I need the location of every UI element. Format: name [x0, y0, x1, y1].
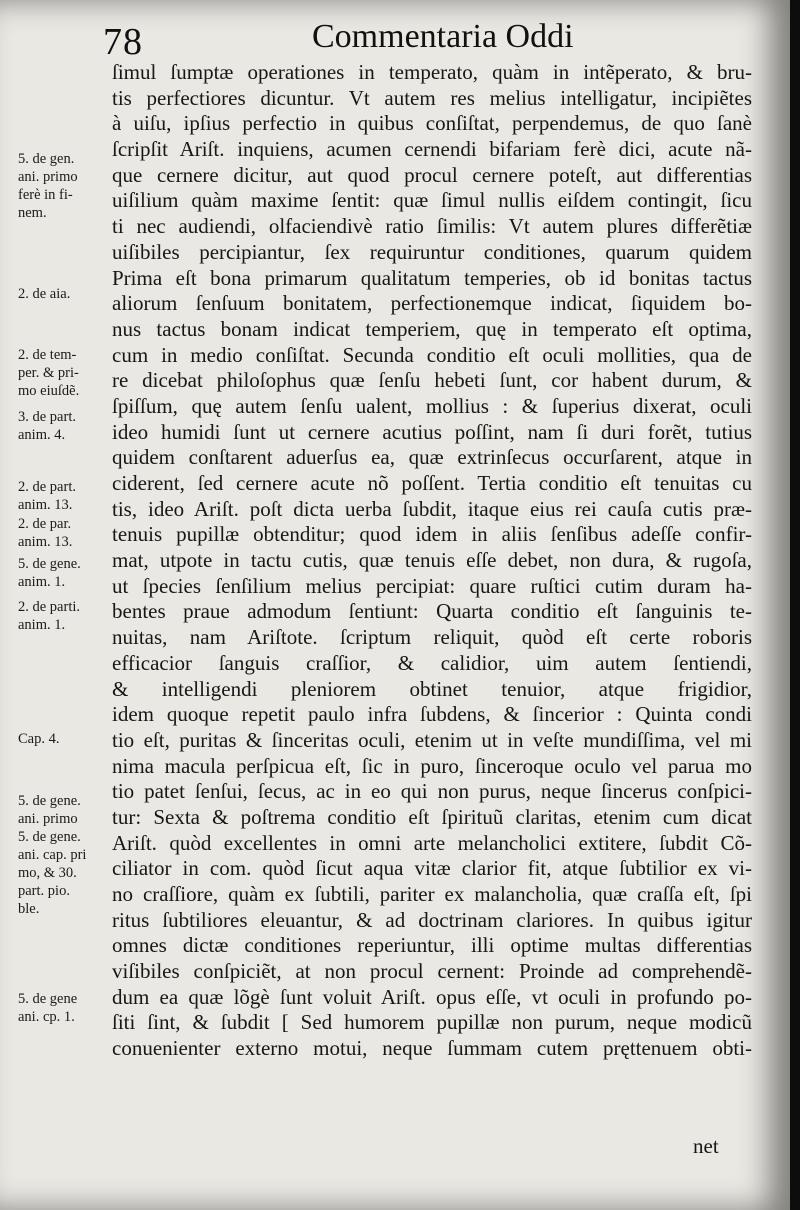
text-line: ut ſpecies ſenſilium melius percipiat: quare ruſtici cutim duram ha- [112, 573, 752, 598]
catchword: net [693, 1134, 719, 1158]
text-line: tenuis pupillæ obtenditur; quod idem in aliis ſenſibus adeſſe confir- [112, 522, 752, 547]
text-line: ciderent, ſed cernere acute nõ poſſent. Tertia conditio eſt tenuitas cu [112, 471, 752, 495]
text-line: nima macula perſpicua eſt, ſic in puro, ſinceroque oculo vel parua mo [112, 753, 752, 778]
text-line: tis, ideo Ariſt. poſt dicta uerba ſubdit, itaque eius rei cauſa cutis præ- [112, 496, 752, 521]
text-line: mat, utpote in tactu cutis, quæ tenuis eſſe debet, non dura, & rugoſa, [112, 548, 752, 573]
text-line: que cernere dicitur, aut quod procul cernere poteſt, aut differentias [112, 162, 752, 187]
text-line: cum in medio conſiſtat. Secunda conditio eſt oculi mollities, qua de [112, 342, 752, 367]
text-line: & intelligendi pleniorem obtinet tenuior, atque frigidior, [112, 676, 752, 701]
margin-note: Cap. 4. [18, 731, 60, 747]
margin-note: 2. de part. anim. 13. [18, 479, 76, 513]
text-line: aliorum ſenſuum bonitatem, perfectionemque indicat, ſiquidem bo- [112, 291, 752, 316]
page-number: 78 [103, 21, 143, 63]
text-line: bentes praue admodum ſentiunt: Quarta conditio eſt ſanguinis te- [112, 599, 752, 624]
text-line: omnes dictæ conditiones reperiuntur, illi optime multas differentias [112, 933, 752, 958]
page-header [0, 18, 790, 64]
text-line: ſcripſit Ariſt. inquiens, acumen cernendi bifariam ferè dici, acute nã- [112, 137, 752, 162]
text-line: Ariſt. quòd excellentes in omni arte melancholici extitere, ſubdit Cõ- [112, 830, 752, 855]
page-edge-shadow [790, 0, 800, 1210]
text-line: idem quoque repetit paulo infra ſubdens, & ſincerior : Quinta condi [112, 702, 752, 727]
text-line: quidem conſtarent aduerſus ea, quæ extrinſecus occurſarent, atque in [112, 445, 752, 470]
margin-note: 3. de part. anim. 4. [18, 409, 76, 443]
margin-note: 5. de gen. ani. primo ferè in fi- nem. [18, 151, 78, 221]
text-line: dum ea quæ lõgè ſunt voluit Ariſt. opus eſſe, vt oculi in profundo po- [112, 984, 752, 1009]
text-line: ſimul ſumptæ operationes in temperato, quàm in intẽperato, & bru- [112, 60, 752, 84]
text-line: ti nec audiendi, olfaciendivè ratio ſimilis: Vt autem plures differẽtiæ [112, 214, 752, 239]
margin-note: 2. de aia. [18, 286, 71, 302]
text-line: ſiti ſint, & ſubdit [ Sed humorem pupillæ non purum, neque modicũ [112, 1010, 752, 1035]
text-line: nus tactus bonam indicat temperiem, quę in temperato eſt optima, [112, 316, 752, 341]
text-line: ideo humidi ſunt ut cernere acutius poſſint, nam ſi duri forẽt, tutius [112, 419, 752, 444]
text-line: ſpiſſum, quę autem ſenſu ualent, mollius : & ſuperius dixerat, oculi [112, 393, 752, 418]
text-line: no craſſiore, quàm ex ſubtili, pariter ex malancholia, quæ craſſa eſt, ſpi [112, 882, 752, 906]
margin-note: 2. de par. anim. 13. [18, 516, 73, 550]
text-line: nuitas, nam Ariſtote. ſcriptum reliquit, quòd eſt certe roboris [112, 625, 752, 650]
margin-note: 5. de gene. anim. 1. [18, 556, 81, 590]
text-line: uiſibiles percipiantur, ſex requiruntur conditiones, quarum quidem [112, 239, 752, 264]
text-line: uiſilium quàm maxime ſentit: quæ ſimul nullis eiſdem contingit, ſicu [112, 188, 752, 213]
text-line: re dicebat philoſophus quæ ſenſu hebeti ſunt, cor habent durum, & [112, 368, 752, 393]
text-line: viſibiles conſpiciẽt, at non procul cernent: Proinde ad comprehendẽ- [112, 959, 752, 984]
margin-note: 5. de gene. ani. primo 5. de gene. ani. cap. pri mo, & 30. part. pio. ble. [18, 793, 87, 917]
text-line: ritus ſubtiliores eleuantur, & ad doctrinam clariores. In quibus igitur [112, 907, 752, 932]
text-line: tio eſt, puritas & ſinceritas oculi, etenim ut in veſte mundiſſima, vel mi [112, 727, 752, 752]
text-line [112, 1062, 752, 1088]
text-line: tio patet ſenſui, ſecus, ac in eo qui non purus, neque ſincerus conſpici- [112, 779, 752, 804]
running-title: Commentaria Oddi [312, 18, 574, 55]
text-line: efficacior ſanguis craſſior, & calidior, uim autem ſentiendi, [112, 650, 752, 675]
text-line: conuenienter externo motui, neque ſummam cutem pręttenuem obti- [112, 1036, 752, 1061]
margin-note: 5. de gene ani. cp. 1. [18, 991, 78, 1025]
text-line: tur: Sexta & poſtrema conditio eſt ſpirituũ claritas, etenim cum dicat [112, 804, 752, 829]
text-line: tis perfectiores dicuntur. Vt autem res melius intelligatur, incipiẽtes [112, 85, 752, 110]
margin-note: 2. de parti. anim. 1. [18, 599, 81, 633]
text-line: Prima eſt bona primarum qualitatum temperies, ob id bonitas tactus [112, 265, 752, 290]
text-line: ciliator in com. quòd ſicut aqua vitæ clarior fit, atque ſubtilior ex vi- [112, 856, 752, 881]
text-line: à uiſu, ipſius perfectio in quibus conſiſtat, perpendemus, de quo ſanè [112, 111, 752, 136]
body-text [112, 60, 752, 1088]
margin-notes [0, 0, 110, 1210]
margin-note: 2. de tem- per. & pri- mo eiuſdẽ. [18, 347, 80, 399]
